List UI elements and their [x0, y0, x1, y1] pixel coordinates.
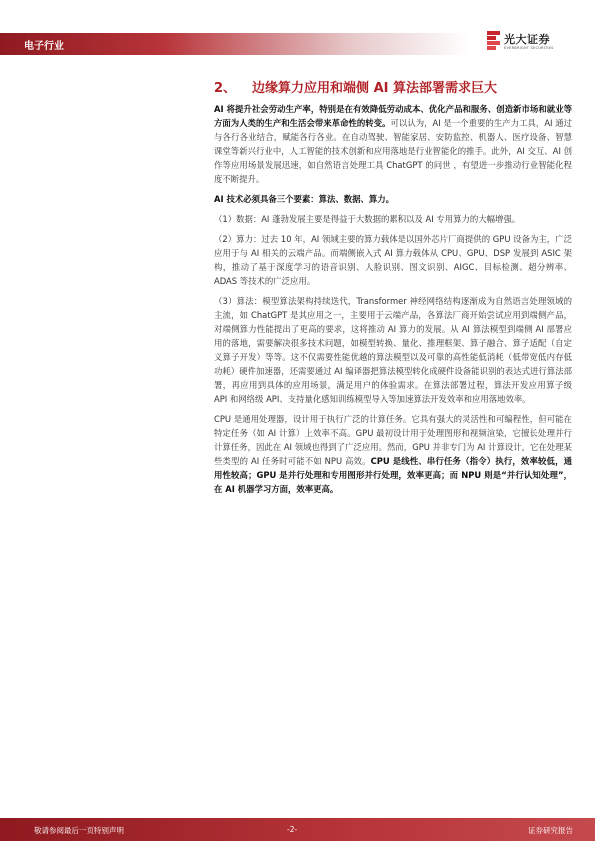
paragraph-2	[214, 192, 572, 206]
paragraph-1	[214, 102, 572, 186]
footer-doc-type: 证券研究报告	[528, 826, 573, 835]
logo-name-en: EVERBRIGHT SECURITIES	[504, 46, 554, 50]
paragraph-3: （1）数据：AI 蓬勃发展主要是得益于大数据的累积以及 AI 专用算力的大幅增强。	[214, 214, 521, 224]
paragraph-1-text: 可以认为，AI 是一个重要的生产力工具，AI 通过与各行各业结合，赋能各行各业。在自动驾驶、智能家居、安防监控、机器人、医疗设备、智慧课堂等新兴行业中，人工智能的技术创新和应用落地是行业智能化的推手。此外，AI 交互、AI 创作等应用场景发展迅速，如自然语言处理工具 ChatGPT 的问世 ，有望进一步推动行业智能化程度不断提升。	[214, 118, 572, 184]
paragraph-6	[214, 412, 572, 496]
paragraph-6-bold: CPU 是线性、串行任务（指令）执行，效率较低，通用性较高；GPU 是并行处理和专用图形并行处理，效率更高；而 NPU 则是“并行认知处理”，在 AI 机器学习方面，效率更高。	[214, 456, 572, 494]
industry-label: 电子行业	[24, 41, 64, 52]
logo-name-cn: 光大证券	[504, 33, 550, 46]
paragraph-5: （3）算法：模型算法架构持续迭代，Transformer 神经网络结构逐渐成为自然语言处理领域的主流，如 ChatGPT 是其应用之一，主要用于云端产品，各算法厂商开始尝试应用到端侧产品，对端侧算力性能提出了更高的要求，这将推动 AI 算力的发展。从 AI 算法模型到端侧 AI 部署应用的落地，需要解决很多技术问题，如模型转换、量化、推理框架、算子融合、算子适配（自定义算子开发）等等。这不仅需要性能优越的算法模型以及可靠的高性能低消耗（低带宽低内存低功耗）硬件加速器，还需要通过 AI 编译器把算法模型转化成硬件设备能识别的表达式进行算法部署，再应用到具体的应用场景，满足用户的体验需求。在算法部署过程，算法开发应用算子级 API 和网络级 API、支持量化感知训练模型导入等加速算法开发效率和应用落地效率。	[214, 296, 572, 404]
footer-disclaimer: 敬请参阅最后一页特别声明	[34, 826, 124, 835]
paragraph-6-text: CPU 是通用处理器，设计用于执行广泛的计算任务。它具有强大的灵活性和可编程性，但可能在特定任务（如 AI 计算）上效率不高。GPU 最初设计用于处理图形和视频渲染，它擅长处理并行计算任务，因此在 AI 领域也得到了广泛应用。然而，GPU 并非专门为 AI 计算设计，它在处理某些类型的 AI 任务时可能不如 NPU 高效。	[214, 414, 572, 466]
paragraph-4: （2）算力：过去 10 年，AI 领域主要的算力载体是以国外芯片厂商提供的 GPU 设备为主，广泛应用于与 AI 相关的云端产品。而端侧嵌入式 AI 算力载体从 CPU、GPU、DSP 发展到 ASIC 架构，推动了基于深度学习的语音识别、人脸识别、图文识别、AIGC、目标检测、超分辨率、ADAS 等技术的广泛应用。	[214, 234, 572, 286]
header-bar	[0, 33, 470, 55]
logo-mark-icon	[487, 31, 500, 50]
page-number: -2-	[287, 825, 298, 834]
paragraph-2-bold: AI 技术必须具备三个要素：算法、数据、算力。	[214, 194, 395, 204]
paragraph-1-bold: AI 将提升社会劳动生产率，特别是在有效降低劳动成本、优化产品和服务、创造新市场和就业等方面为人类的生产和生活会带来革命性的转变。	[214, 104, 572, 128]
section-number: 2、	[214, 81, 237, 96]
company-logo	[487, 31, 577, 55]
body-content	[214, 102, 572, 502]
section-title-text: 边缘算力应用和端侧 AI 算法部署需求巨大	[252, 81, 497, 96]
section-title	[214, 77, 497, 96]
